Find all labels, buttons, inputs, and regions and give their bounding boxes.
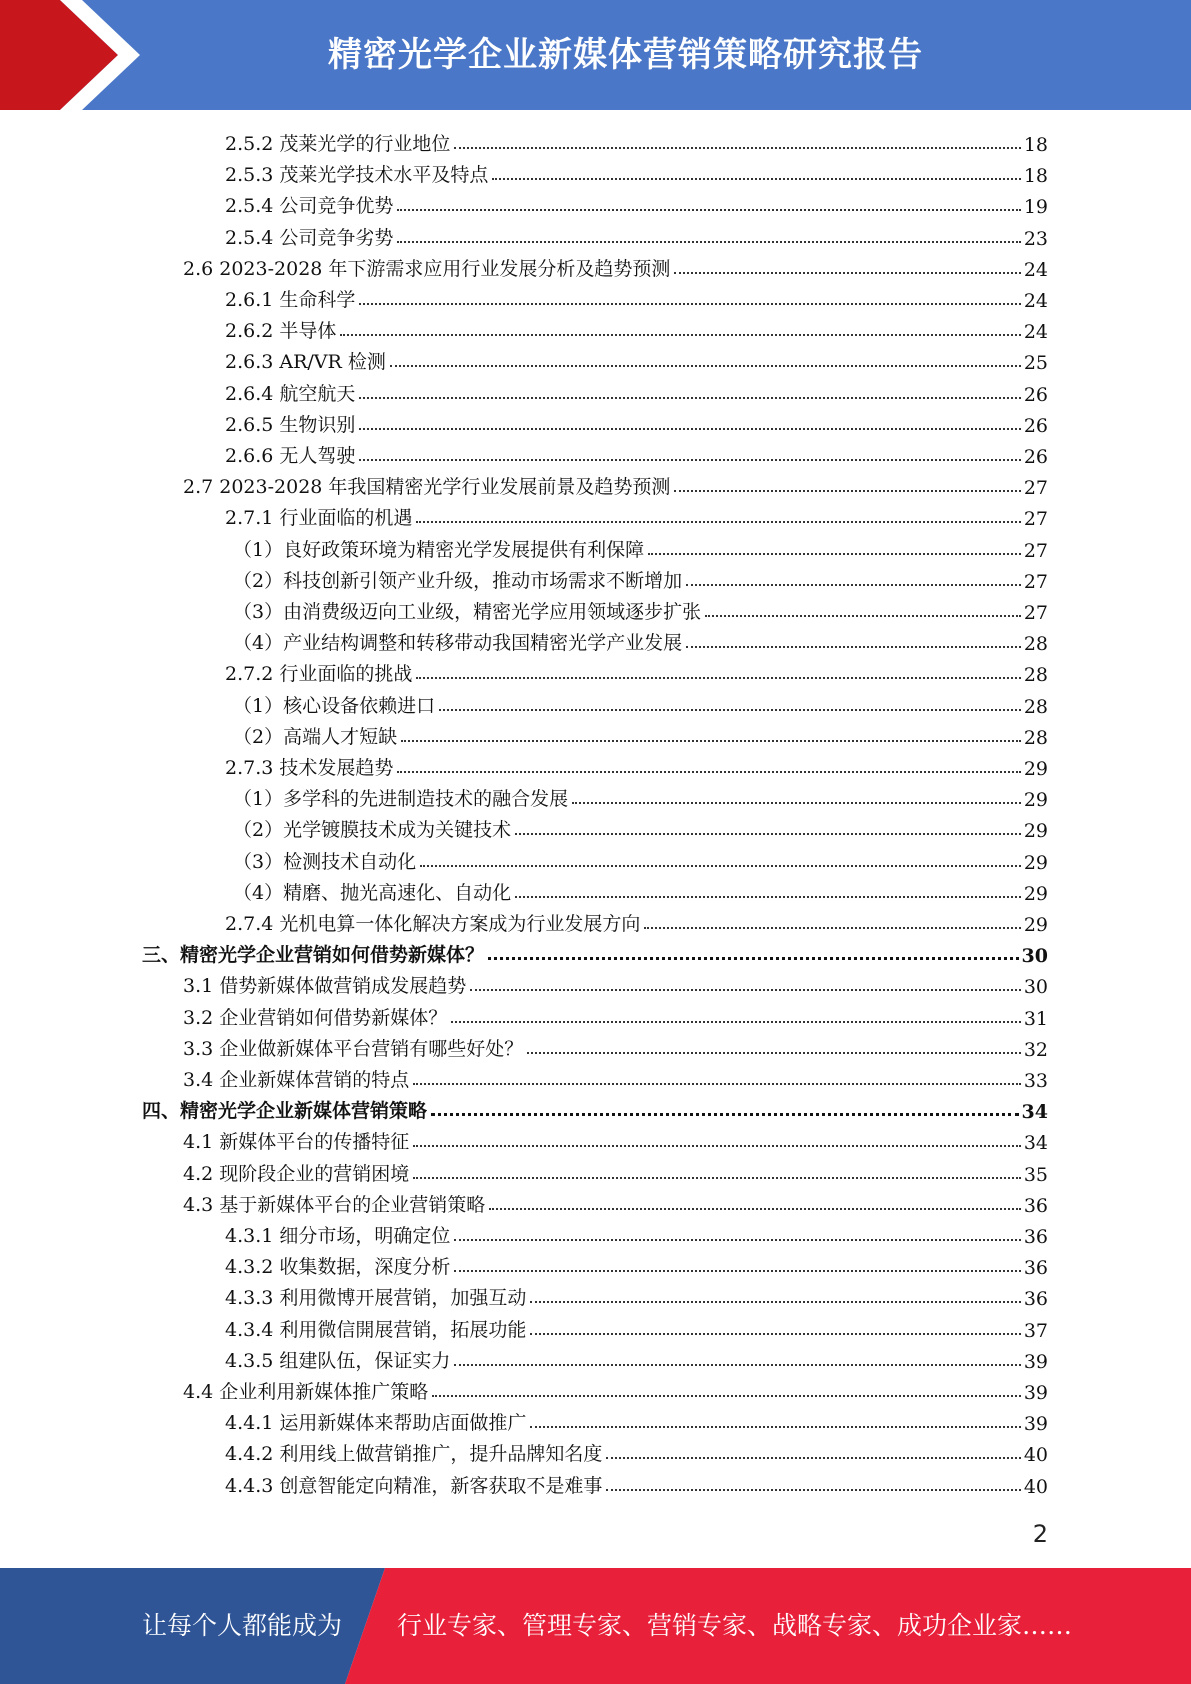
- toc-entry-title: 4.4.2 利用线上做营销推广，提升品牌知名度: [225, 1443, 603, 1466]
- toc-entry[interactable]: [233, 594, 1048, 624]
- toc-entry-page: 26: [1023, 414, 1048, 437]
- toc-entry-title: （2）科技创新引领产业升级，推动市场需求不断增加: [233, 569, 683, 592]
- toc-entry-title: 2.5.4 公司竞争劣势: [225, 226, 394, 249]
- toc-entry[interactable]: [233, 875, 1048, 905]
- toc-entry-title: 2.6.5 生物识别: [225, 413, 356, 436]
- toc-entry[interactable]: [225, 1343, 1048, 1373]
- toc-entry-page: 27: [1023, 570, 1048, 593]
- toc-dot-leader: [644, 927, 1020, 929]
- toc-entry-page: 24: [1023, 258, 1048, 281]
- toc-entry-title: （2）高端人才短缺: [233, 725, 398, 748]
- toc-dot-leader: [515, 896, 1021, 898]
- toc-entry-page: 23: [1023, 227, 1048, 250]
- toc-entry[interactable]: [183, 1062, 1048, 1092]
- toc-entry[interactable]: [225, 1312, 1048, 1342]
- toc-entry[interactable]: [225, 656, 1048, 686]
- toc-entry[interactable]: [225, 438, 1048, 468]
- toc-entry[interactable]: [225, 906, 1048, 936]
- toc-entry[interactable]: [233, 625, 1048, 655]
- toc-entry-page: 30: [1021, 945, 1048, 968]
- toc-entry-page: 24: [1023, 321, 1048, 344]
- toc-entry-title: 三、精密光学企业营销如何借势新媒体？: [142, 944, 485, 967]
- toc-dot-leader: [413, 1145, 1021, 1147]
- toc-entry-page: 29: [1023, 789, 1048, 812]
- toc-entry[interactable]: [225, 157, 1048, 187]
- toc-entry-page: 32: [1023, 1038, 1048, 1061]
- toc-dot-leader: [686, 646, 1021, 648]
- toc-entry-title: 4.3 基于新媒体平台的企业营销策略: [183, 1193, 486, 1216]
- toc-entry-page: 37: [1023, 1319, 1048, 1342]
- toc-entry[interactable]: [233, 781, 1048, 811]
- toc-entry-title: 2.5.4 公司竞争优势: [225, 195, 394, 218]
- toc-entry-page: 35: [1023, 1163, 1048, 1186]
- toc-dot-leader: [431, 1113, 1019, 1116]
- toc-entry-page: 24: [1023, 290, 1048, 312]
- toc-entry-page: 26: [1023, 383, 1048, 406]
- toc-dot-leader: [454, 1364, 1020, 1366]
- toc-entry-title: （2）光学镀膜技术成为关键技术: [233, 819, 512, 842]
- toc-entry-page: 29: [1023, 882, 1048, 905]
- toc-entry[interactable]: [233, 563, 1048, 593]
- toc-entry-page: 27: [1023, 539, 1048, 562]
- footer-slogan-right: 行业专家、管理专家、营销专家、战略专家、成功企业家……: [397, 1611, 1073, 1640]
- toc-entry-title: 4.4.1 运用新媒体来帮助店面做推广: [225, 1412, 527, 1435]
- toc-entry-title: （1）核心设备依赖进口: [233, 694, 436, 717]
- toc-entry-title: （4）精磨、抛光高速化、自动化: [233, 881, 512, 904]
- document-title: 精密光学企业新媒体营销策略研究报告: [328, 35, 923, 75]
- toc-entry[interactable]: [183, 1374, 1048, 1404]
- toc-entry-title: 4.4 企业利用新媒体推广策略: [183, 1381, 429, 1403]
- toc-entry-page: 29: [1023, 820, 1048, 843]
- toc-dot-leader: [401, 740, 1021, 742]
- toc-entry-title: 3.4 企业新媒体营销的特点: [183, 1069, 410, 1091]
- toc-entry[interactable]: [183, 968, 1048, 998]
- toc-entry-title: 4.3.5 组建队伍，保证实力: [225, 1349, 451, 1372]
- toc-dot-leader: [470, 989, 1021, 991]
- toc-entry-title: 2.6.3 AR/VR 检测: [225, 351, 386, 374]
- toc-entry-page: 29: [1023, 914, 1048, 936]
- toc-entry-page: 28: [1023, 664, 1048, 687]
- toc-dot-leader: [674, 490, 1020, 492]
- toc-dot-leader: [359, 397, 1020, 399]
- toc-dot-leader: [492, 178, 1020, 180]
- toc-dot-leader: [705, 615, 1021, 617]
- toc-dot-leader: [359, 303, 1020, 305]
- toc-entry-page: 18: [1023, 165, 1048, 188]
- toc-entry-title: 2.7.2 行业面临的挑战: [225, 663, 413, 686]
- toc-dot-leader: [451, 1021, 1021, 1023]
- toc-dot-leader: [439, 709, 1021, 711]
- toc-dot-leader: [432, 1395, 1021, 1397]
- toc-entry-page: 27: [1023, 602, 1048, 624]
- toc-entry[interactable]: [225, 1468, 1048, 1498]
- toc-dot-leader: [359, 428, 1020, 430]
- toc-entry[interactable]: [183, 1187, 1048, 1217]
- page-header: [0, 0, 1191, 110]
- toc-entry-title: 2.5.3 茂莱光学技术水平及特点: [225, 164, 489, 187]
- toc-entry-title: 4.2 现阶段企业的营销困境: [183, 1162, 410, 1185]
- toc-entry-title: 2.6 2023-2028 年下游需求应用行业发展分析及趋势预测: [183, 257, 671, 280]
- toc-dot-leader: [572, 802, 1021, 804]
- toc-dot-leader: [454, 1270, 1020, 1272]
- toc-entry-page: 36: [1023, 1288, 1048, 1311]
- toc-entry[interactable]: [183, 1156, 1048, 1186]
- toc-entry-title: 2.7.4 光机电算一体化解决方案成为行业发展方向: [225, 913, 641, 935]
- toc-dot-leader: [530, 1333, 1020, 1335]
- toc-entry-page: 39: [1023, 1413, 1048, 1436]
- toc-dot-leader: [340, 334, 1020, 336]
- toc-entry-page: 25: [1023, 352, 1048, 375]
- toc-entry-page: 39: [1023, 1350, 1048, 1373]
- toc-entry-page: 28: [1023, 726, 1048, 749]
- toc-dot-leader: [530, 1426, 1020, 1428]
- toc-entry-page: 26: [1023, 446, 1048, 468]
- toc-dot-leader: [413, 1177, 1021, 1179]
- toc-entry-page: 34: [1021, 1101, 1048, 1124]
- toc-entry-page: 36: [1023, 1257, 1048, 1280]
- toc-entry-page: 28: [1023, 695, 1048, 718]
- toc-entry[interactable]: [142, 1093, 1048, 1123]
- toc-dot-leader: [489, 1208, 1021, 1210]
- toc-dot-leader: [359, 459, 1020, 461]
- toc-entry[interactable]: [183, 469, 1048, 499]
- toc-entry-title: 2.7.3 技术发展趋势: [225, 757, 394, 779]
- toc-dot-leader: [606, 1457, 1020, 1459]
- toc-entry[interactable]: [183, 1000, 1048, 1030]
- toc-entry-title: （1）良好政策环境为精密光学发展提供有利保障: [233, 538, 645, 561]
- page-footer: [0, 1568, 1191, 1684]
- toc-entry[interactable]: [225, 500, 1048, 530]
- toc-entry-page: 31: [1023, 1007, 1048, 1030]
- toc-dot-leader: [488, 957, 1019, 960]
- toc-entry[interactable]: [225, 407, 1048, 437]
- toc-entry[interactable]: [183, 1031, 1048, 1061]
- toc-dot-leader: [686, 584, 1021, 586]
- toc-entry-title: （3）由消费级迈向工业级，精密光学应用领域逐步扩张: [233, 601, 702, 623]
- toc-entry[interactable]: [225, 1436, 1048, 1466]
- toc-entry-title: 4.3.1 细分市场，明确定位: [225, 1225, 451, 1247]
- toc-entry[interactable]: [225, 313, 1048, 343]
- toc-entry-title: 2.7.1 行业面临的机遇: [225, 507, 413, 530]
- toc-dot-leader: [454, 147, 1020, 149]
- toc-entry-page: 39: [1023, 1382, 1048, 1404]
- toc-dot-leader: [416, 521, 1020, 523]
- toc-entry[interactable]: [225, 1405, 1048, 1435]
- toc-entry-page: 27: [1023, 508, 1048, 531]
- toc-entry-page: 33: [1023, 1070, 1048, 1092]
- toc-entry[interactable]: [225, 282, 1048, 312]
- toc-entry[interactable]: [183, 1124, 1048, 1154]
- toc-entry-title: 2.5.2 茂莱光学的行业地位: [225, 133, 451, 155]
- toc-entry-title: 4.1 新媒体平台的传播特征: [183, 1131, 410, 1154]
- toc-entry-page: 28: [1023, 633, 1048, 656]
- toc-entry[interactable]: [225, 376, 1048, 406]
- toc-entry[interactable]: [225, 126, 1048, 156]
- toc-entry-page: 27: [1023, 477, 1048, 500]
- toc-entry-page: 18: [1023, 134, 1048, 156]
- toc-dot-leader: [527, 1052, 1021, 1054]
- toc-entry-page: 30: [1023, 976, 1048, 999]
- toc-entry-title: 2.7 2023-2028 年我国精密光学行业发展前景及趋势预测: [183, 476, 671, 499]
- toc-dot-leader: [416, 677, 1020, 679]
- toc-dot-leader: [454, 1239, 1020, 1241]
- toc-dot-leader: [530, 1301, 1020, 1303]
- toc-entry-title: 4.3.2 收集数据，深度分析: [225, 1256, 451, 1279]
- toc-entry[interactable]: [233, 532, 1048, 562]
- toc-entry-title: 4.4.3 创意智能定向精准，新客获取不是难事: [225, 1474, 603, 1497]
- toc-entry[interactable]: [225, 1280, 1048, 1310]
- toc-entry[interactable]: [142, 937, 1048, 967]
- toc-entry-title: 2.6.6 无人驾驶: [225, 445, 356, 467]
- toc-entry-page: 29: [1023, 758, 1048, 780]
- toc-entry[interactable]: [183, 251, 1048, 281]
- toc-entry-page: 36: [1023, 1226, 1048, 1248]
- toc-entry[interactable]: [225, 1218, 1048, 1248]
- toc-entry[interactable]: [233, 719, 1048, 749]
- toc-dot-leader: [515, 833, 1021, 835]
- toc-entry-title: 3.2 企业营销如何借势新媒体？: [183, 1006, 448, 1029]
- toc-dot-leader: [397, 771, 1020, 773]
- toc-dot-leader: [397, 241, 1020, 243]
- toc-entry-page: 29: [1023, 851, 1048, 874]
- toc-entry-title: （4）产业结构调整和转移带动我国精密光学产业发展: [233, 632, 683, 655]
- toc-entry-title: 四、精密光学企业新媒体营销策略: [142, 1100, 428, 1123]
- toc-entry-title: 2.6.1 生命科学: [225, 289, 356, 311]
- toc-entry[interactable]: [233, 812, 1048, 842]
- toc-entry[interactable]: [225, 344, 1048, 374]
- toc-entry[interactable]: [225, 188, 1048, 218]
- toc-dot-leader: [674, 272, 1020, 274]
- toc-dot-leader: [648, 553, 1021, 555]
- toc-entry[interactable]: [225, 220, 1048, 250]
- toc-entry-title: 4.3.3 利用微博开展营销，加强互动: [225, 1287, 527, 1310]
- page-number: 2: [1032, 1520, 1048, 1548]
- toc-dot-leader: [397, 209, 1020, 211]
- toc-entry[interactable]: [225, 1249, 1048, 1279]
- toc-entry-title: 2.6.2 半导体: [225, 320, 337, 343]
- toc-entry[interactable]: [233, 844, 1048, 874]
- toc-dot-leader: [420, 865, 1021, 867]
- toc-entry-title: 3.3 企业做新媒体平台营销有哪些好处？: [183, 1037, 524, 1060]
- toc-entry-title: 4.3.4 利用微信開展营销，拓展功能: [225, 1318, 527, 1341]
- toc-dot-leader: [390, 365, 1021, 367]
- footer-slogan-left: 让每个人都能成为: [142, 1611, 343, 1640]
- toc-entry-page: 34: [1023, 1132, 1048, 1155]
- toc-entry[interactable]: [225, 750, 1048, 780]
- toc-entry[interactable]: [233, 688, 1048, 718]
- toc-dot-leader: [413, 1083, 1021, 1085]
- toc-entry-page: 19: [1023, 196, 1048, 219]
- toc-entry-title: 3.1 借势新媒体做营销成发展趋势: [183, 975, 467, 998]
- toc-dot-leader: [606, 1489, 1020, 1491]
- toc-entry-title: （3）检测技术自动化: [233, 850, 417, 873]
- toc-entry-title: （1）多学科的先进制造技术的融合发展: [233, 788, 569, 811]
- toc-entry-page: 40: [1023, 1475, 1048, 1498]
- toc-entry-title: 2.6.4 航空航天: [225, 382, 356, 405]
- toc-entry-page: 36: [1023, 1194, 1048, 1217]
- toc-entry-page: 40: [1023, 1444, 1048, 1467]
